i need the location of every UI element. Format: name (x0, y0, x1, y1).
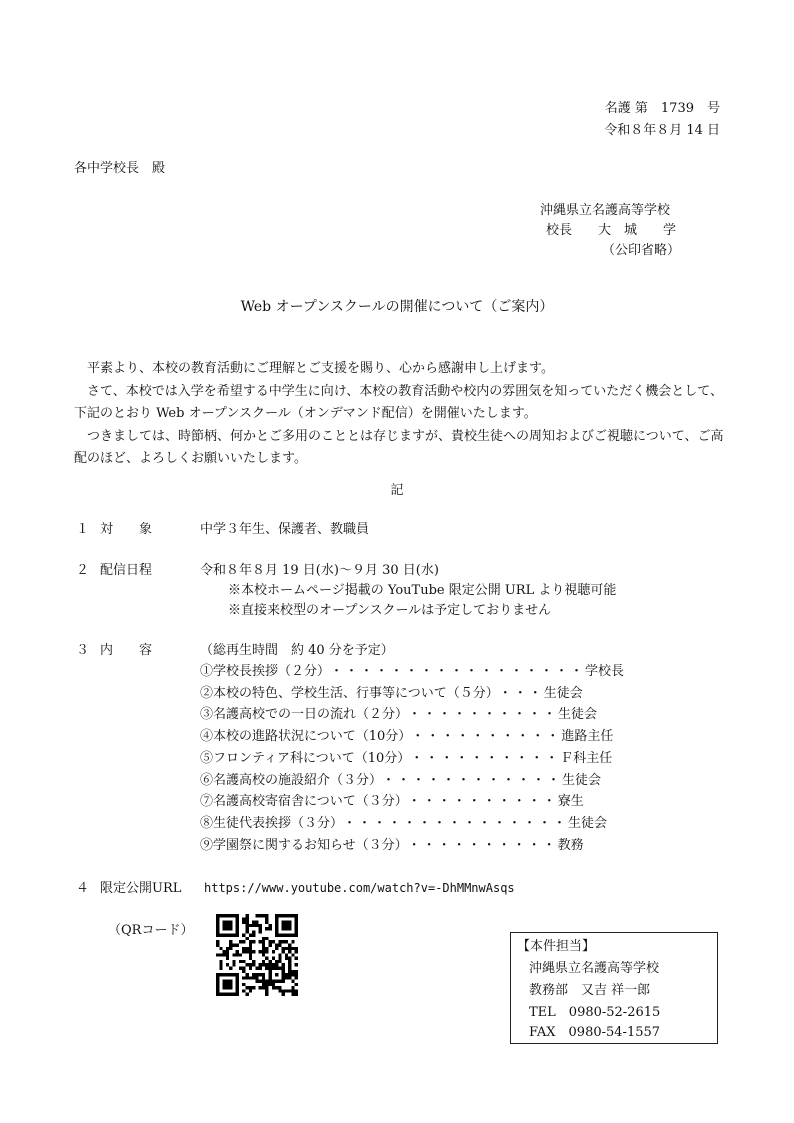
program-item (200, 665, 624, 685)
program-item-presenter: 生徒会 (562, 772, 602, 788)
program-item-presenter: 学校長 (585, 664, 625, 679)
program-item-title: ③名護高校での一日の流れ（２分） (200, 707, 409, 723)
program-item-title: ⑤フロンティア科について（10分） (200, 750, 411, 766)
item-1-value: 中学３年生、保護者、教職員 (200, 522, 370, 537)
program-item-dots: ・・・ (498, 685, 544, 701)
program-item-title: ②本校の特色、学校生活、行事等について（５分） (200, 685, 499, 701)
body-paragraph-3: つきましては、時節柄、何かとご多用のこととは存じますが、貴校生徒への周知およびご視聴について、ご高配のほど、よろしくお願いいたします。 (74, 428, 724, 466)
schedule-note-2: ※直接来校型のオープンスクールは予定しておりません (228, 603, 552, 618)
program-item-presenter: 生徒会 (568, 815, 608, 831)
contact-heading: 【本件担当】 (517, 939, 596, 954)
program-item-title: ①学校長挨拶（２分） (200, 664, 331, 679)
program-item (200, 687, 583, 707)
contact-fax: FAX 0980-54-1557 (529, 1025, 661, 1040)
program-item (200, 752, 612, 772)
issue-date: 令和８年８月 14 日 (604, 123, 720, 138)
program-item-dots: ・・・・・・・・・・・・ (382, 772, 563, 788)
program-item-presenter: 進路主任 (561, 729, 614, 745)
program-item-presenter: 寮生 (557, 794, 584, 810)
item-2-label: 配信日程 (100, 563, 153, 578)
body-paragraph-1: 平素より、本校の教育活動にご理解とご支援を賜り、心から感謝申し上げます。 (87, 361, 554, 376)
program-item-title: ④本校の進路状況について（10分） (200, 729, 412, 745)
schedule-note-1: ※本校ホームページ掲載の YouTube 限定公開 URL より視聴可能 (228, 583, 617, 598)
program-item-dots: ・・・・・・・・・・ (410, 750, 561, 766)
program-item-dots: ・・・・・・・・・・ (407, 794, 558, 810)
program-item-presenter: Ｆ科主任 (560, 750, 613, 766)
program-item-presenter: 生徒会 (543, 685, 583, 701)
program-item-title: ⑥名護高校の施設紹介（３分） (200, 772, 383, 788)
program-item-title: ⑨学園祭に関するお知らせ（３分） (200, 837, 408, 853)
qr-code[interactable] (216, 914, 298, 996)
content-summary: （総再生時間 約 40 分を予定） (200, 643, 394, 658)
body-paragraph-2: さて、本校では入学を希望する中学生に向け、本校の教育活動や校内の雰囲気を知っていただく機会として、下記のとおり Web オープンスクール（オンデマンド配信）を開催いたします。 (74, 383, 723, 421)
ki-heading: 記 (390, 483, 404, 498)
program-item-presenter: 教務 (557, 837, 584, 853)
sender-school: 沖縄県立名護高等学校 (540, 203, 671, 218)
item-2-number: ２ (76, 563, 90, 578)
item-4-number: ４ (76, 881, 90, 896)
contact-box (510, 932, 718, 1044)
program-item-presenter: 生徒会 (558, 707, 598, 723)
program-item-title: ⑦名護高校寄宿舎について（３分） (200, 794, 408, 810)
program-item (200, 708, 597, 728)
qr-label: （QRコード） (108, 923, 194, 938)
item-1-number: １ (76, 522, 90, 537)
contact-person: 教務部 又吉 祥一郎 (529, 983, 651, 998)
contact-tel: TEL 0980-52-2615 (529, 1005, 661, 1020)
program-item-dots: ・・・・・・・・・・ (411, 729, 562, 745)
program-item (200, 795, 584, 815)
seal-note: （公印省略） (602, 243, 681, 258)
program-item-dots: ・・・・・・・・・・ (407, 837, 558, 853)
program-item-dots: ・・・・・・・・・・・・・・・ (343, 815, 569, 831)
item-3-number: ３ (76, 643, 90, 658)
contact-school: 沖縄県立名護高等学校 (529, 961, 660, 976)
program-item-dots: ・・・・・・・・・・・・・・・・・ (330, 664, 586, 679)
document-number: 名護 第 1739 号 (604, 101, 720, 116)
program-item (200, 839, 584, 859)
item-1-label: 対 象 (100, 522, 153, 537)
item-4-label: 限定公開URL (100, 881, 182, 896)
body-text (74, 358, 724, 471)
program-item (200, 817, 607, 837)
program-item (200, 774, 601, 794)
program-item-title: ⑧生徒代表挨拶（３分） (200, 815, 344, 831)
sender-principal: 校長 大 城 学 (546, 223, 677, 238)
document-title: Web オープンスクールの開催について（ご案内） (240, 299, 554, 315)
addressee: 各中学校長 殿 (74, 161, 166, 176)
program-item (200, 730, 613, 750)
youtube-url[interactable]: https://www.youtube.com/watch?v=-DhMMnwAsqs (204, 881, 515, 895)
program-item-dots: ・・・・・・・・・・ (408, 707, 559, 723)
item-2-value: 令和８年８月 19 日(水)～９月 30 日(水) (200, 563, 439, 578)
item-3-label: 内 容 (100, 643, 153, 658)
